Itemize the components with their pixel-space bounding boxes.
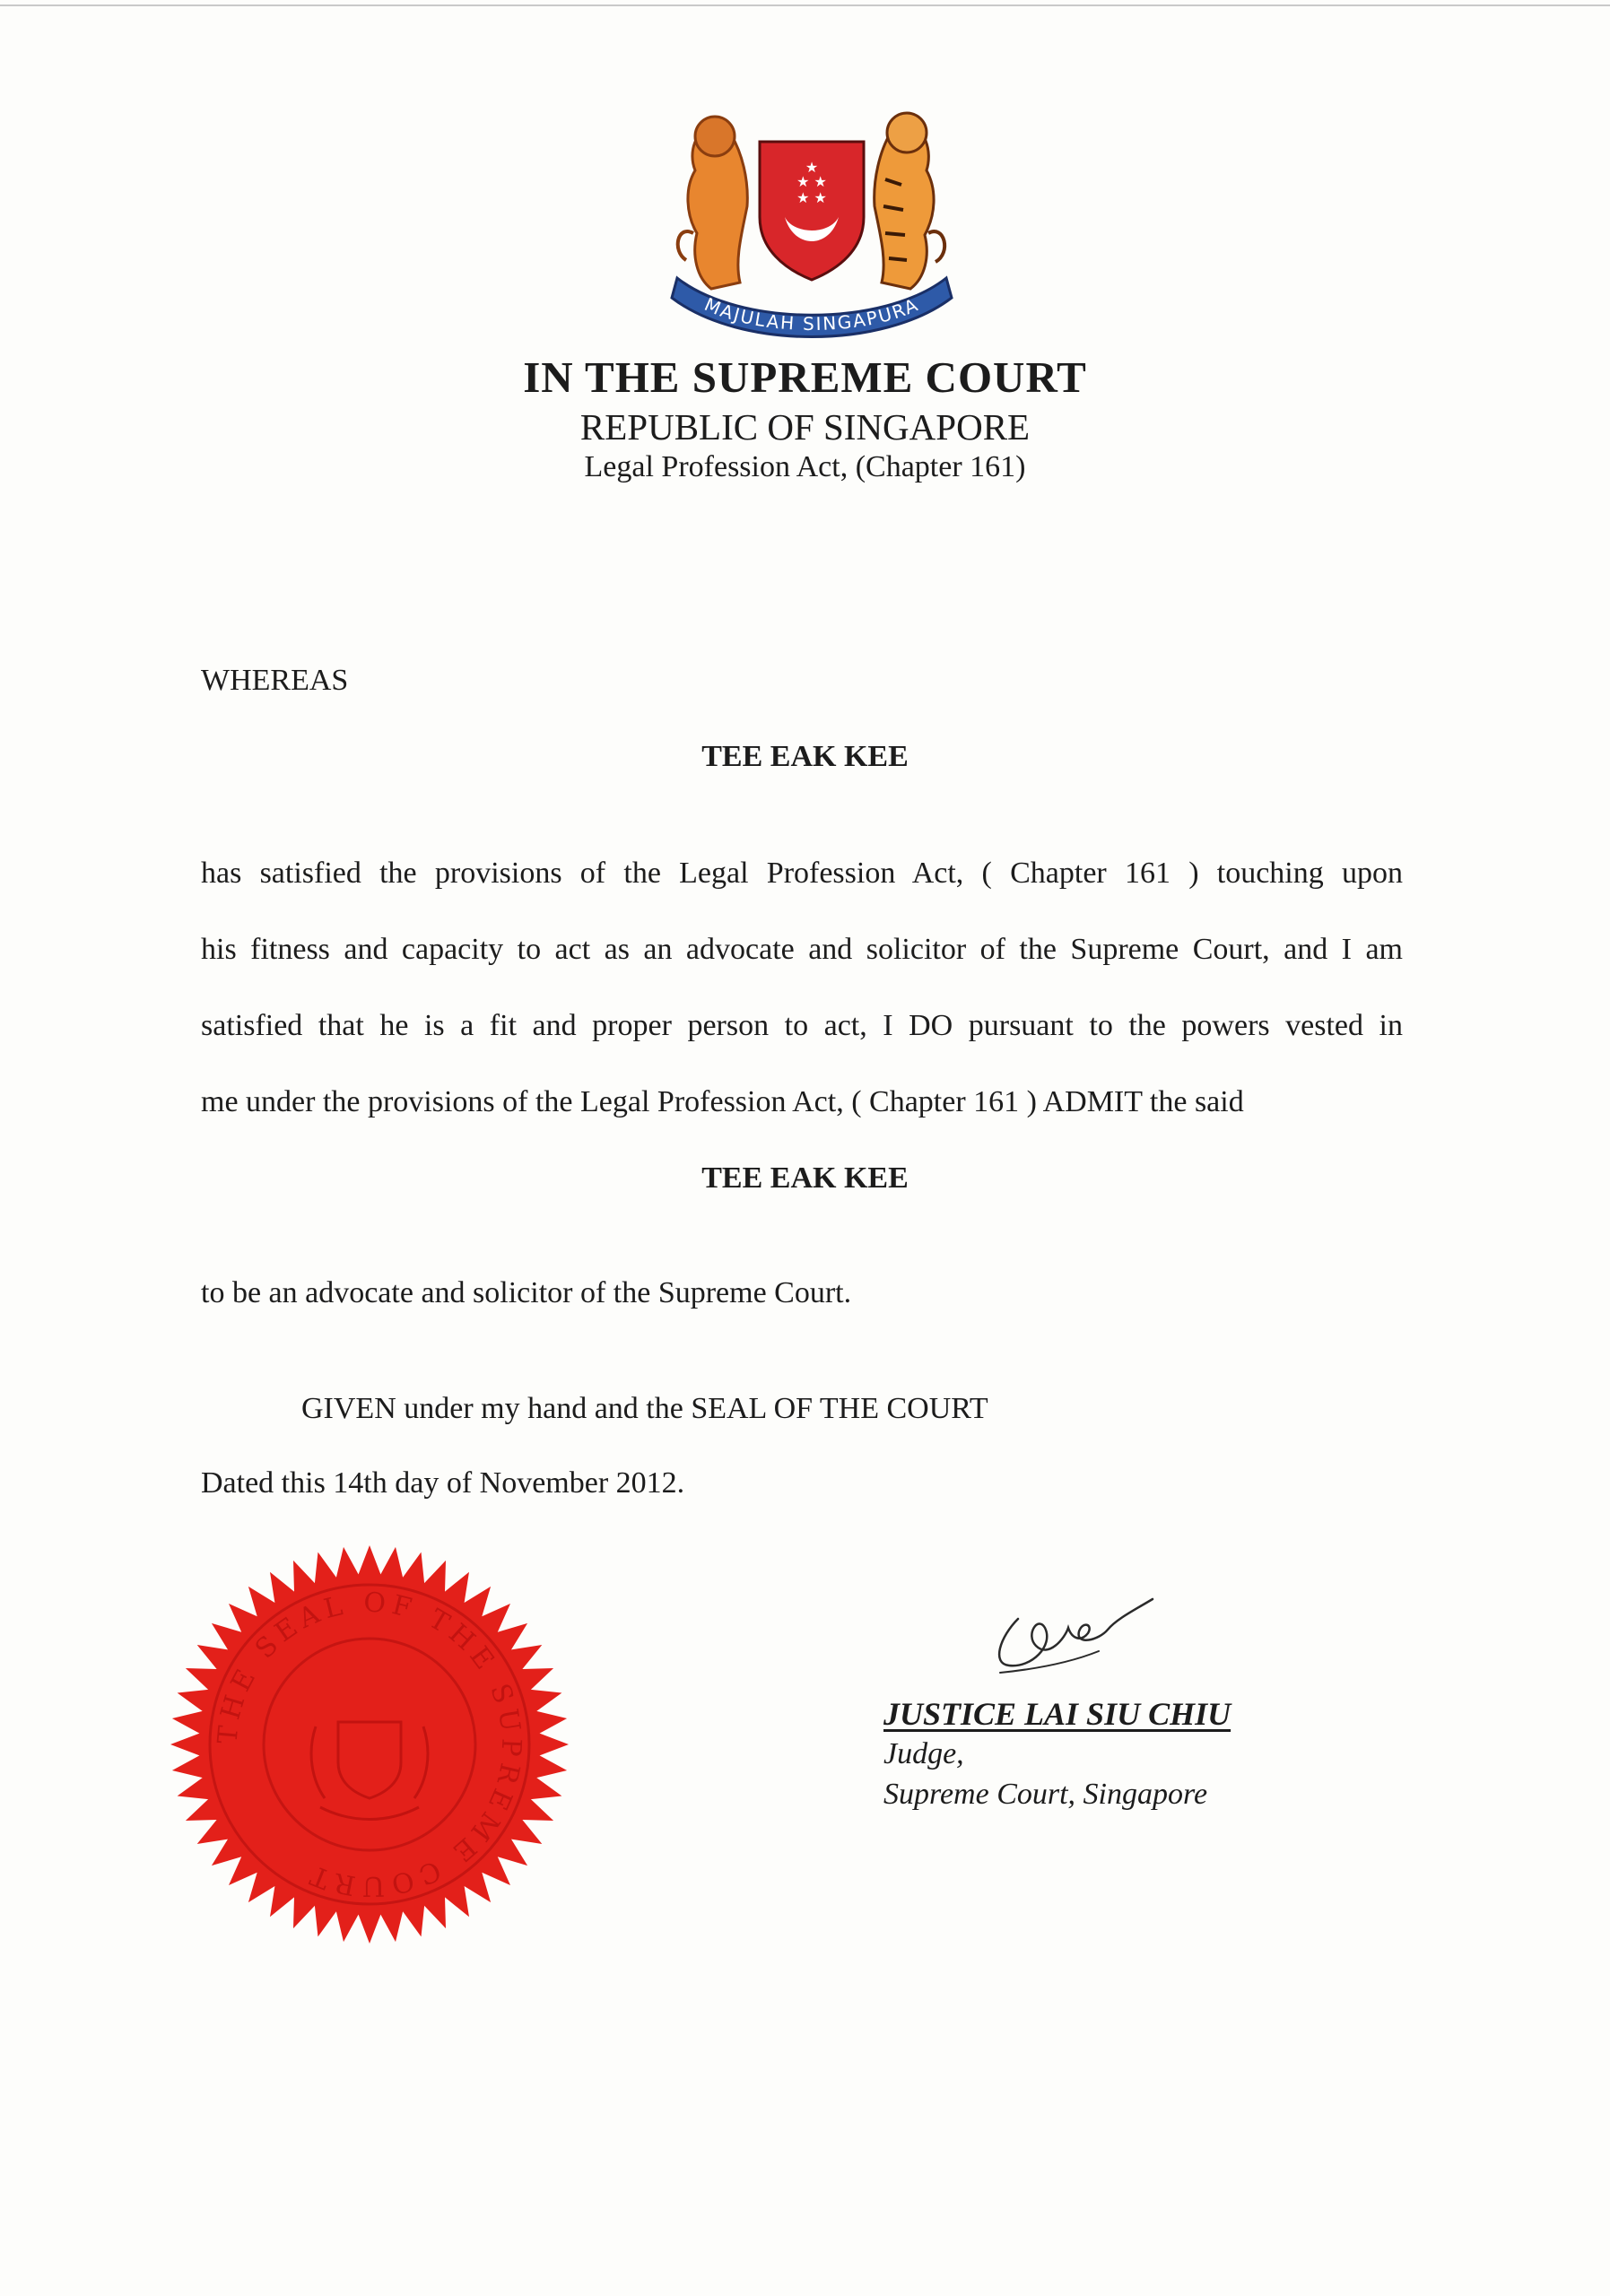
svg-text:★ ★: ★ ★	[796, 189, 827, 206]
tiger-supporter	[875, 113, 944, 289]
paragraph-line-1: has satisfied the provisions of the Legal Profession Act, ( Chapter 161 ) touching upon	[201, 857, 1403, 890]
court-heading: IN THE SUPREME COURT	[523, 352, 1087, 402]
paragraph-line-3: satisfied that he is a fit and proper person to act, I DO pursuant to the powers vested in	[201, 1009, 1403, 1042]
given-clause: GIVEN under my hand and the SEAL OF THE COURT	[301, 1392, 988, 1425]
whereas-text: WHEREAS	[201, 664, 349, 697]
seal-ring-text: THE SEAL OF THE SUPREME COURT	[212, 1587, 527, 1902]
conclusion-text: to be an advocate and solicitor of the Supreme Court.	[201, 1276, 852, 1309]
svg-text:MAJULAH SINGAPURA	[701, 293, 922, 335]
act-subheading: Legal Profession Act, (Chapter 161)	[584, 450, 1026, 483]
republic-heading: REPUBLIC OF SINGAPORE	[579, 406, 1031, 448]
shield	[760, 142, 864, 280]
motto-text: MAJULAH SINGAPURA	[701, 293, 923, 335]
admittee-name-second: TEE EAK KEE	[701, 1161, 909, 1195]
coat-of-arms-emblem	[659, 99, 964, 354]
lion-supporter	[678, 117, 748, 289]
paragraph-line-4: me under the provisions of the Legal Profession Act, ( Chapter 161 ) ADMIT the said	[201, 1085, 1244, 1118]
handwritten-signature	[982, 1583, 1162, 1682]
page-top-border	[0, 4, 1610, 6]
court-seal	[163, 1538, 576, 1951]
signatory-court: Supreme Court, Singapore	[883, 1778, 1208, 1811]
svg-text:★ ★: ★ ★	[796, 173, 827, 190]
svg-text:★: ★	[805, 159, 819, 176]
signatory-role: Judge,	[883, 1737, 964, 1770]
signatory-name: JUSTICE LAI SIU CHIU	[883, 1696, 1231, 1732]
admittee-name-first: TEE EAK KEE	[701, 740, 909, 773]
date-clause: Dated this 14th day of November 2012.	[201, 1466, 685, 1500]
paragraph-line-2: his fitness and capacity to act as an advocate and solicitor of the Supreme Court, and I am	[201, 933, 1403, 966]
